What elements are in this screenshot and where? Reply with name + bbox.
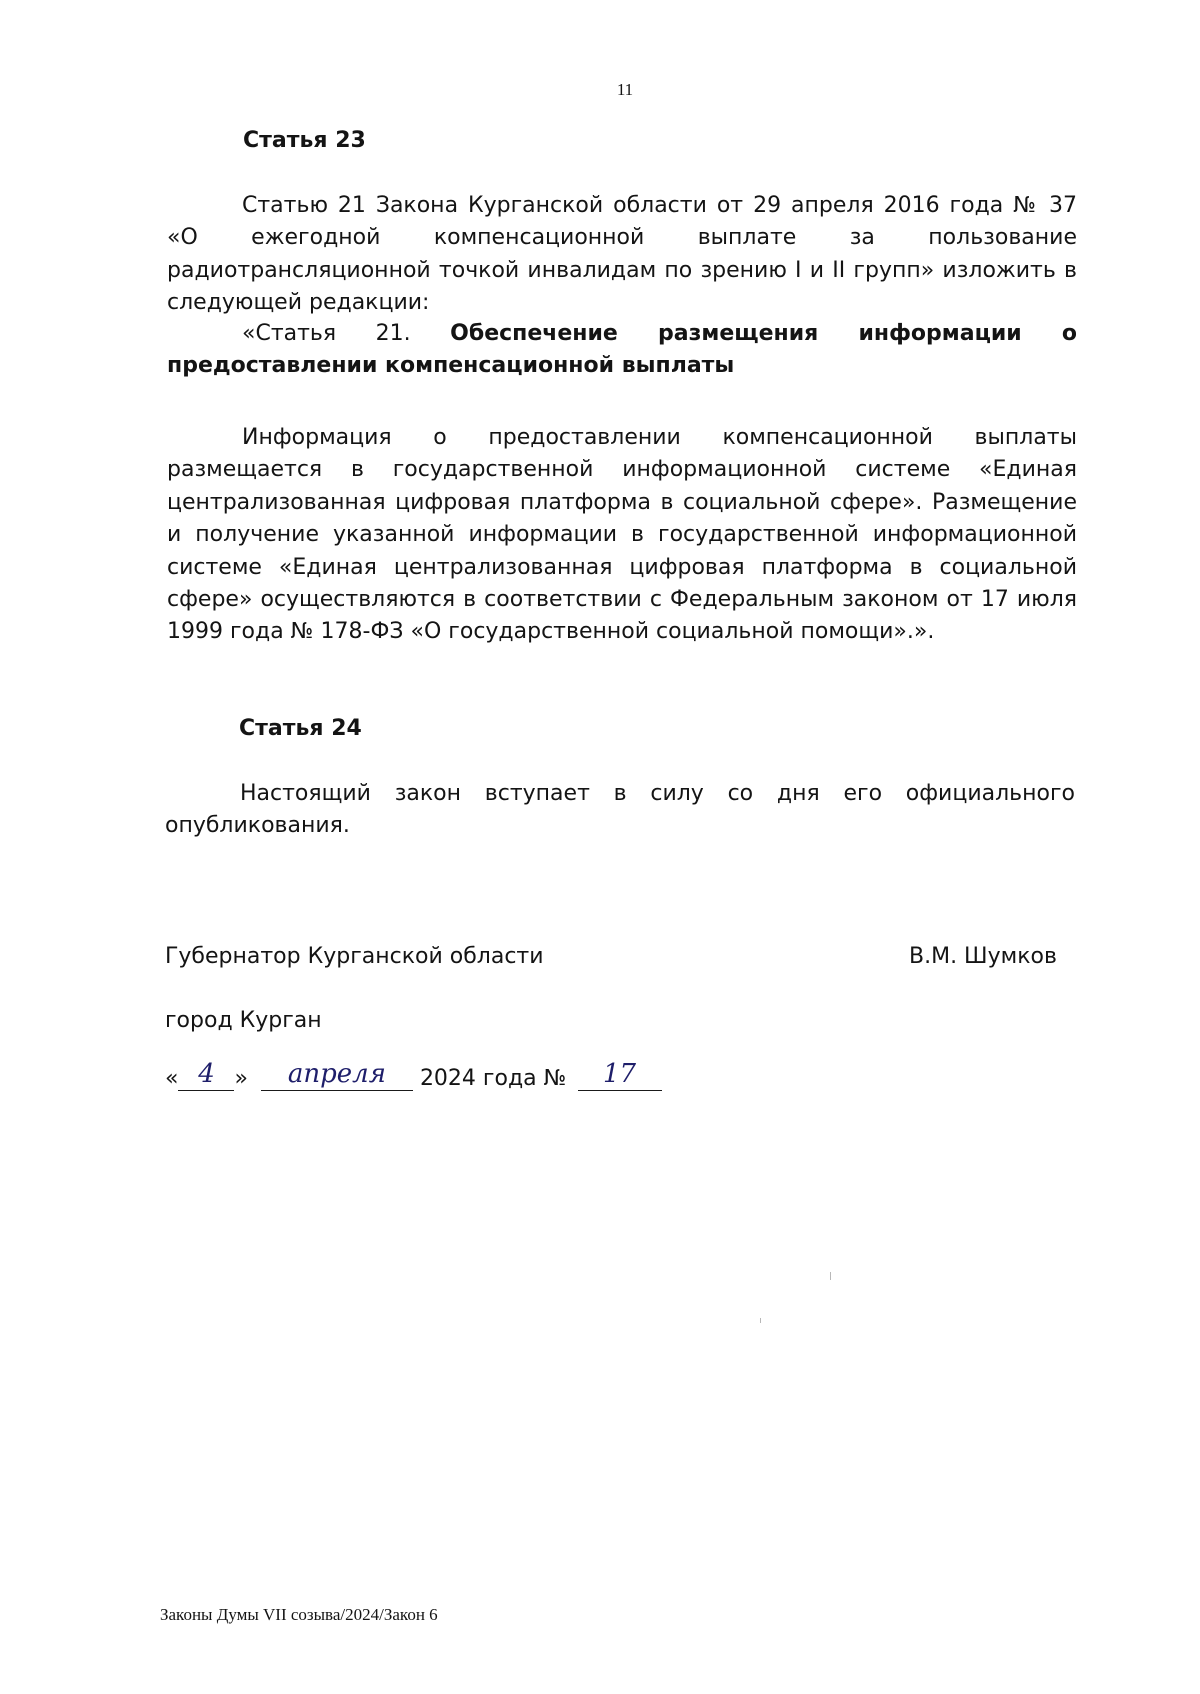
number-blank [578, 1059, 662, 1091]
number-handwritten: 17 [602, 1059, 637, 1089]
month-handwritten: апреля [287, 1059, 386, 1089]
scan-speck [760, 1318, 761, 1323]
article-23-intro: Статью 21 Закона Курганской области от 29 апреля 2016 года № 37 «О ежегодной компенсационной выплате за пользование радиотрансляционной точкой инвалидам по зрению I и II групп» изложить в следующей редакции: [167, 193, 1077, 316]
article-23-heading: Статья 23 [243, 128, 366, 153]
signatory-position: Губернатор Курганской области [165, 944, 544, 969]
month-blank [261, 1059, 413, 1091]
article-24-heading: Статья 24 [239, 716, 362, 741]
signatory-name: В.М. Шумков [909, 944, 1057, 969]
day-handwritten: 4 [198, 1059, 215, 1089]
article-21-body: Информация о предоставлении компенсационной выплаты размещается в государственной информационной системе «Единая централизованная цифровая платформа в социальной сфере». Размещение и получение указанной информации в государственной информационной системе «Единая централизованная цифровая платформа в социальной сфере» осуществляются в соответствии с Федеральным законом от 17 июля 1999 года № 178-ФЗ «О государственной социальной помощи».». [167, 425, 1077, 645]
city: город Курган [165, 1008, 322, 1033]
date-line [165, 1059, 662, 1091]
day-blank [178, 1059, 234, 1091]
date-close-quote: » [234, 1066, 248, 1091]
article-24-body: Настоящий закон вступает в силу со дня его официального опубликования. [165, 781, 1075, 839]
footer-reference: Законы Думы VII созыва/2024/Закон 6 [160, 1605, 438, 1624]
year-text: 2024 года № [419, 1066, 567, 1091]
article-21-prefix: «Статья 21. [242, 321, 451, 346]
scan-speck [830, 1272, 831, 1280]
article-21-quote [167, 318, 1077, 383]
article-21-title: Обеспечение размещения информации о предоставлении компенсационной выплаты [167, 321, 1078, 379]
page-number: 11 [616, 80, 634, 99]
date-open-quote: « [165, 1066, 179, 1091]
